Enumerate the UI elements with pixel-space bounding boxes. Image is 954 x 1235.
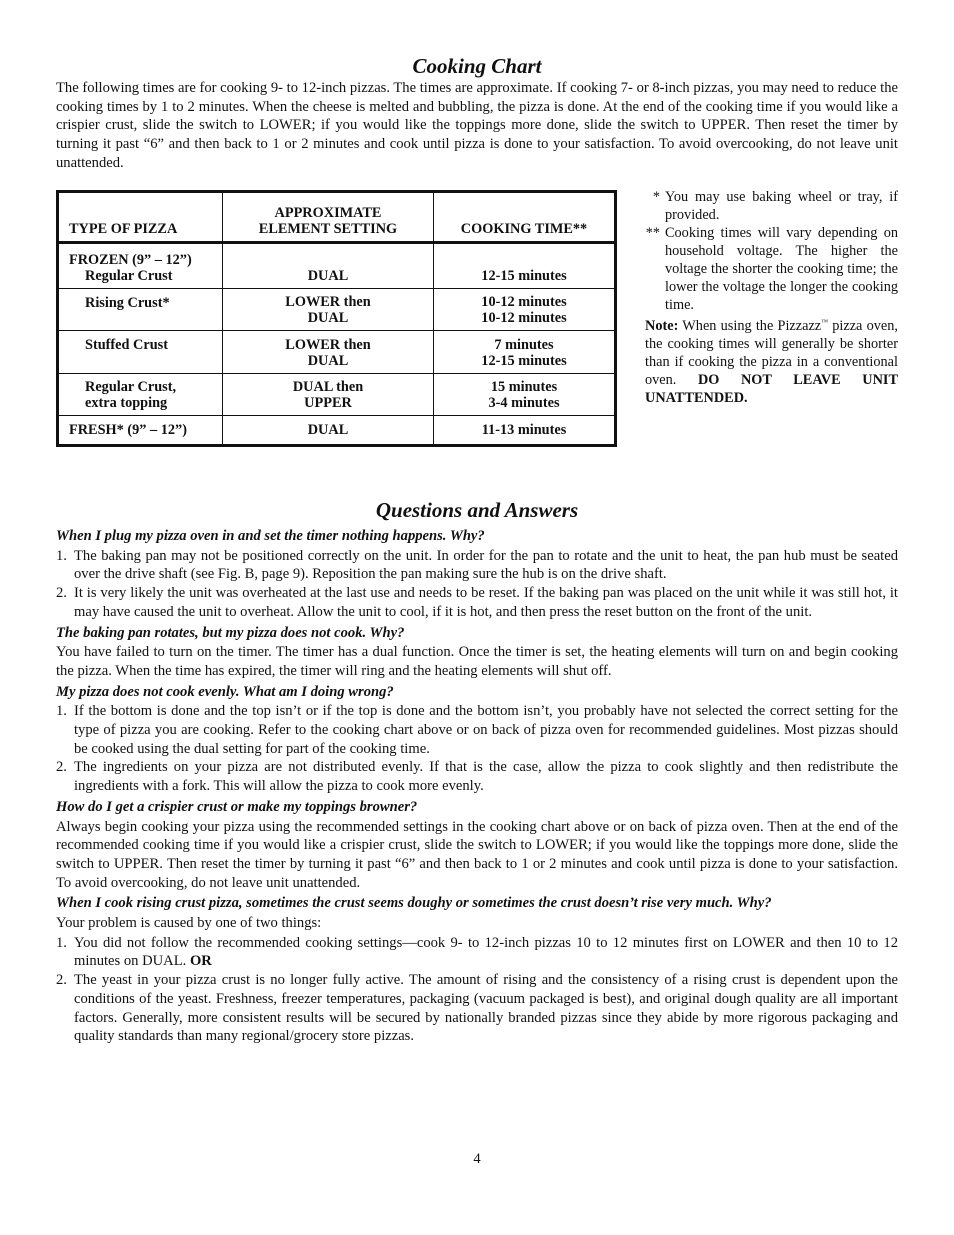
footnote-double-star: ** Cooking times will vary depending on household voltage. The higher the voltage the shorter the cooking time; the lower the voltage the longer the cooking time. xyxy=(645,225,898,313)
cooking-chart-table xyxy=(56,190,617,447)
cooking-chart-intro: The following times are for cooking 9- to 12-inch pizzas. The times are approximate. If cooking 7- or 8-inch pizzas, you may need to reduce the cooking times by 1 to 2 minutes. When the cheese is melted and bubbling, the pizza is done. At the end of the cooking time if you would like a crispier crust, slide the switch to LOWER; if you would like the toppings more done, slide the switch to UPPER. Then reset the timer by turning it past “6” and then back to 1 or 2 minutes and cook until pizza is done to your satisfaction. To avoid overcooking, do not leave unit unattended. xyxy=(56,80,898,171)
table-row: Regular Crust, extra topping DUAL then UPPER 15 minutes 3-4 minutes xyxy=(58,374,616,416)
oven-note: Note: When using the Pizzazz™ pizza oven, the cooking times will generally be shorter than if cooking the pizza in a conventional oven. DO NOT LEAVE UNIT UNATTENDED. xyxy=(645,318,898,406)
cooking-chart-title: Cooking Chart xyxy=(412,54,542,78)
table-header-row xyxy=(58,192,616,243)
list-item: 1. The baking pan may not be positioned correctly on the unit. In order for the pan to rotate and the unit to heat, the pan hub must be seated over the drive shaft (see Fig. B, page 9). Reposition the pan making sure the hub is on the drive shaft. xyxy=(56,547,898,583)
footnote-star: * You may use baking wheel or tray, if provided. xyxy=(652,189,898,223)
table-row: FRESH* (9” – 12”) DUAL 11-13 minutes xyxy=(58,416,616,446)
list-item: 2. The yeast in your pizza crust is no longer fully active. The amount of rising and the consistency of a rising crust is dependent upon the conditions of the yeast. Freshness, freezer temperatures, packaging (vacuum packaged is best), and original dough quality are all important factors. Generally, more consistent results will be secured by nationally branded pizzas since they abide by more rigorous packaging and quality standards than many regional/grocery store pizzas. xyxy=(56,972,898,1045)
list-item: 1. You did not follow the recommended cooking settings—cook 9- to 12-inch pizzas 10 to 12 minutes first on LOWER and then 10 to 12 minutes on DUAL. OR xyxy=(56,934,898,970)
question-5: When I cook rising crust pizza, sometimes the crust seems doughy or sometimes the crust doesn’t rise very much. Why? xyxy=(56,895,772,912)
question-4: How do I get a crispier crust or make my toppings browner? xyxy=(56,798,418,815)
qa-title: Questions and Answers xyxy=(375,498,579,522)
answer-5-intro: Your problem is caused by one of two things: xyxy=(56,915,322,932)
header-time: COOKING TIME** xyxy=(434,192,616,243)
list-item: 2. The ingredients on your pizza are not distributed evenly. If that is the case, allow the pizza to cook slightly and then redistribute the ingredients with a fork. This will allow the pizza to cook more evenly. xyxy=(56,759,898,795)
page-number: 4 xyxy=(473,1151,481,1167)
list-item: 1. If the bottom is done and the top isn’t or if the top is done and the bottom isn’t, you probably have not selected the correct setting for the type of pizza you are cooking. Refer to the cooking chart above or on back of pizza oven for recommended guidelines. Most pizzas should be cooked using the dual setting for part of the cooking time. xyxy=(56,703,898,757)
question-2: The baking pan rotates, but my pizza does not cook. Why? xyxy=(56,624,405,641)
table-row: Stuffed Crust LOWER then DUAL 7 minutes 12-15 minutes xyxy=(58,331,616,374)
question-3: My pizza does not cook evenly. What am I doing wrong? xyxy=(56,683,394,700)
trademark-mark: ™ xyxy=(821,318,829,327)
answer-4: Always begin cooking your pizza using the recommended settings in the cooking chart above or on back of pizza oven. Then at the end of the recommended cooking time if you would like a crispier crust, slide the switch to LOWER; if you would like the toppings more done, slide the switch to UPPER. Then reset the timer by turning it past “6” and then back to 1 or 2 minutes and cook until pizza is done to your satisfaction. To avoid overcooking, do not leave unit unattended. xyxy=(56,818,898,891)
qa-section xyxy=(56,527,898,1046)
answer-2: You have failed to turn on the timer. The timer has a dual function. Once the timer is set, the heating elements will turn on and begin cooking the pizza. When the time has expired, the timer will ring and the heating elements will shut off. xyxy=(56,644,898,679)
header-type: TYPE OF PIZZA xyxy=(58,192,223,243)
question-1: When I plug my pizza oven in and set the timer nothing happens. Why? xyxy=(56,528,485,544)
list-item: 2. It is very likely the unit was overheated at the last use and needs to be reset. If the baking pan was placed on the unit while it was still hot, it may have caused the unit to overheat. Allow the unit to cool, if it is hot, and then press the reset button on the front of the unit. xyxy=(56,585,898,620)
header-setting: APPROXIMATE ELEMENT SETTING xyxy=(223,192,434,243)
chart-footnotes xyxy=(645,188,898,407)
table-row: FROZEN (9” – 12”) Regular Crust DUAL 12-15 minutes xyxy=(58,243,616,289)
table-row: Rising Crust* LOWER then DUAL 10-12 minutes 10-12 minutes xyxy=(58,289,616,331)
